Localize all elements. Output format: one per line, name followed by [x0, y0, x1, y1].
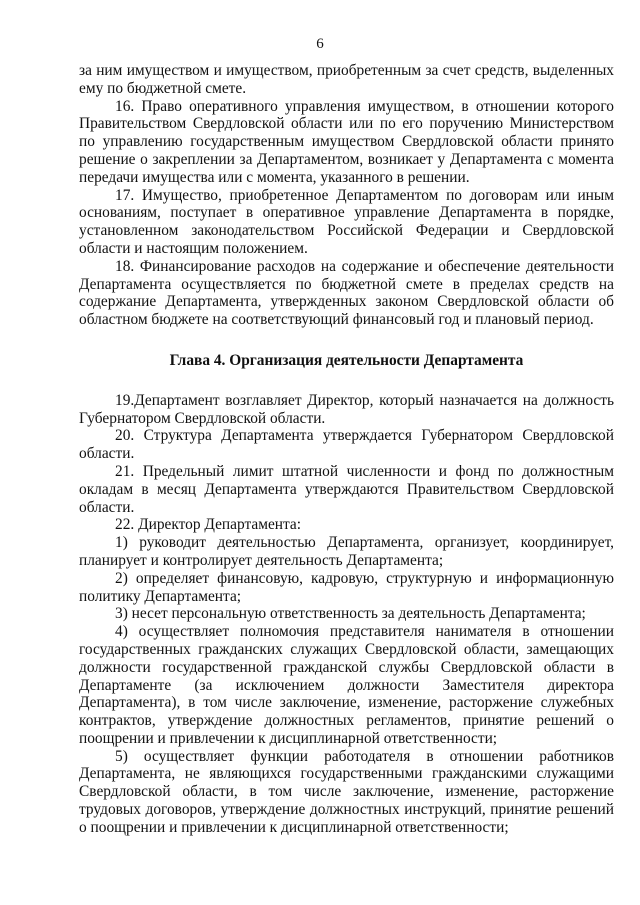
paragraph-18: 18. Финансирование расходов на содержание и обеспечение деятельности Департамента осуществляется по бюджетной смете в пределах средств на содержание Департамента, утвержденных законом Свердловской области об областном бюджете на соответствующий финансовый год и плановый период. — [79, 257, 614, 329]
page-number: 6 — [316, 36, 324, 52]
paragraph-21: 21. Предельный лимит штатной численности и фонд по должностным окладам в месяц Департамента утверждаются Правительством Свердловской области. — [79, 462, 614, 516]
paragraph-16: 16. Право оперативного управления имуществом, в отношении которого Правительством Свердловской области или по его поручению Министерством по управлению государственным имуществом Свердловской области принято решение о закреплении за Департаментом, возникает у Департамента с момента передачи имущества или с момента, указанного в решении. — [79, 97, 614, 186]
list-item-5: 5) осуществляет функции работодателя в отношении работников Департамента, не являющихся государственными гражданскими служащими Свердловской области, в том числе заключение, изменение, расторжение трудовых договоров, утверждение должностных инструкций, принятие решений о поощрении и привлечении к дисциплинарной ответственности; — [79, 747, 614, 836]
paragraph-continuation: за ним имуществом и имуществом, приобретенным за счет средств, выделенных ему по бюджетной смете. — [79, 62, 614, 97]
list-item-4: 4) осуществляет полномочия представителя нанимателя в отношении государственных гражданских служащих Свердловской области, замещающих должности государственной гражданской службы Свердловской области в Департаменте (за исключением должности Заместителя директора Департамента), в том числе заключение, изменение, расторжение служебных контрактов, утверждение должностных регламентов, принятие решений о поощрении и привлечении к дисциплинарной ответственности; — [79, 623, 614, 747]
paragraph-20: 20. Структура Департамента утверждается Губернатором Свердловской области. — [79, 427, 614, 463]
list-item-3: 3) несет персональную ответственность за деятельность Департамента; — [115, 605, 586, 623]
paragraph-22: 22. Директор Департамента: — [115, 516, 302, 534]
chapter-title: Глава 4. Организация деятельности Департамента — [169, 351, 524, 369]
list-item-2: 2) определяет финансовую, кадровую, структурную и информационную политику Департамента; — [79, 569, 614, 605]
paragraph-19: 19.Департамент возглавляет Директор, который назначается на должность Губернатором Свердловской области. — [79, 391, 614, 427]
document-body — [79, 62, 614, 837]
list-item-1: 1) руководит деятельностью Департамента, организует, координирует, планирует и контролирует деятельность Департамента; — [79, 534, 614, 569]
paragraph-17: 17. Имущество, приобретенное Департаментом по договорам или иным основаниям, поступает в оперативное управление Департамента в порядке, установленном законодательством Российской Федерации и Свердловской области и настоящим положением. — [79, 186, 614, 257]
